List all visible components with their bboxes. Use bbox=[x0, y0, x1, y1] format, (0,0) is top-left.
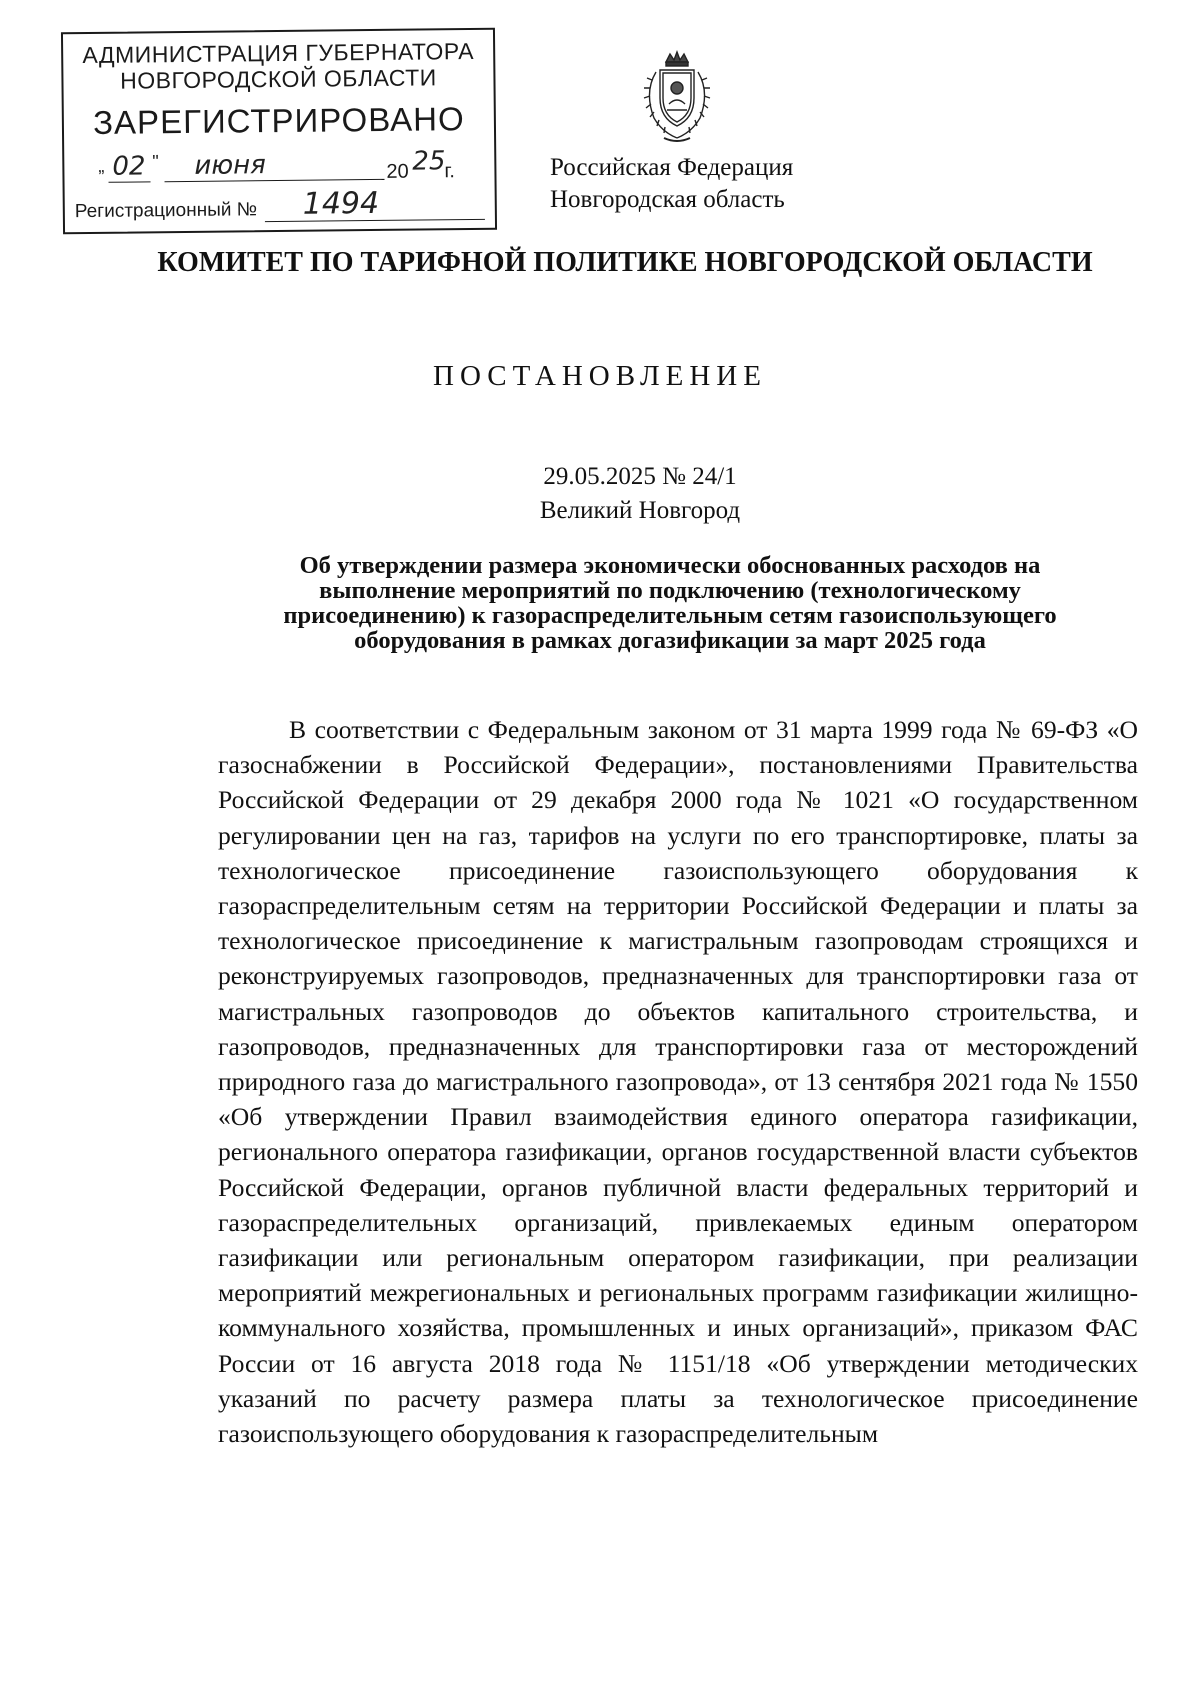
stamp-organization-line1: АДМИНИСТРАЦИЯ ГУБЕРНАТОРА bbox=[82, 37, 475, 69]
stamp-registration-number: 1494 bbox=[302, 185, 380, 222]
registration-stamp bbox=[61, 28, 497, 235]
stamp-year-end: г. bbox=[444, 160, 455, 183]
stamp-quote-open: „ bbox=[98, 155, 105, 176]
document-date-number-block bbox=[350, 460, 930, 528]
document-type: ПОСТАНОВЛЕНИЕ bbox=[433, 360, 767, 392]
stamp-day: 02 bbox=[112, 151, 146, 182]
stamp-day-underline bbox=[109, 181, 151, 182]
stamp-year-suffix: 25 bbox=[412, 146, 446, 177]
stamp-organization-line2: НОВГОРОДСКОЙ ОБЛАСТИ bbox=[120, 64, 437, 94]
header-country: Российская Федерация bbox=[550, 154, 794, 181]
stamp-month: июня bbox=[194, 150, 266, 181]
committee-title: КОМИТЕТ ПО ТАРИФНОЙ ПОЛИТИКЕ НОВГОРОДСКОЙ ОБЛАСТИ bbox=[157, 247, 1093, 278]
document-city: Великий Новгород bbox=[539, 497, 741, 524]
stamp-registration-underline bbox=[265, 219, 485, 222]
stamp-registration-row bbox=[74, 185, 495, 229]
body-paragraph: В соответствии с Федеральным законом от 31 марта 1999 года № 69-ФЗ «О газоснабжении в Российской Федерации», постановлениями Правительства Российской Федерации от 29 декабря 2000 года № 1021 «О государственном регулировании цен на газ, тарифов на услуги по его транспортировке, платы за технологическое присоединение газоиспользующего оборудования к газораспределительным сетям на территории Российской Федерации и платы за технологическое присоединение к магистральным газопроводам строящихся и реконструируемых газопроводов, предназначенных для транспортировки газа от магистральных газопроводов до объектов капитального строительства, и газопроводов, предназначенных для транспортировки газа от месторождений природного газа до магистрального газопровода», от 13 сентября 2021 года № 1550 «Об утверждении Правил взаимодействия единого оператора газификации, регионального оператора газификации, органов государственной власти субъектов Российской Федерации, органов публичной власти федеральных территорий и газораспределительных организаций, привлекаемых единым оператором газификации или региональным оператором газификации, при реализации мероприятий межрегиональных и региональных программ газификации жилищно-коммунального хозяйства, промышленных и иных организаций», приказом ФАС России от 16 августа 2018 года № 1151/18 «Об утверждении методических указаний по расчету размера платы за технологическое присоединение газоиспользующего оборудования к газораспределительным bbox=[218, 715, 1138, 1449]
header-region: Новгородская область bbox=[550, 186, 785, 213]
stamp-quote-close: " bbox=[152, 151, 159, 172]
stamp-registered-title: ЗАРЕГИСТРИРОВАНО bbox=[92, 100, 465, 141]
stamp-date-row bbox=[94, 148, 484, 192]
header-block bbox=[550, 152, 793, 216]
document-date-number: 29.05.2025 № 24/1 bbox=[543, 463, 737, 490]
stamp-registration-label: Регистрационный № bbox=[74, 199, 258, 223]
coat-of-arms-icon bbox=[636, 48, 718, 148]
stamp-year-prefix: 20 bbox=[386, 160, 409, 183]
document-subject: Об утверждении размера экономически обоснованных расходов на выполнение мероприятий по подключению (технологическому присоединению) к газораспределительным сетям газоиспользующего оборудования в рамках догазификации за март 2025 года bbox=[283, 552, 1057, 654]
